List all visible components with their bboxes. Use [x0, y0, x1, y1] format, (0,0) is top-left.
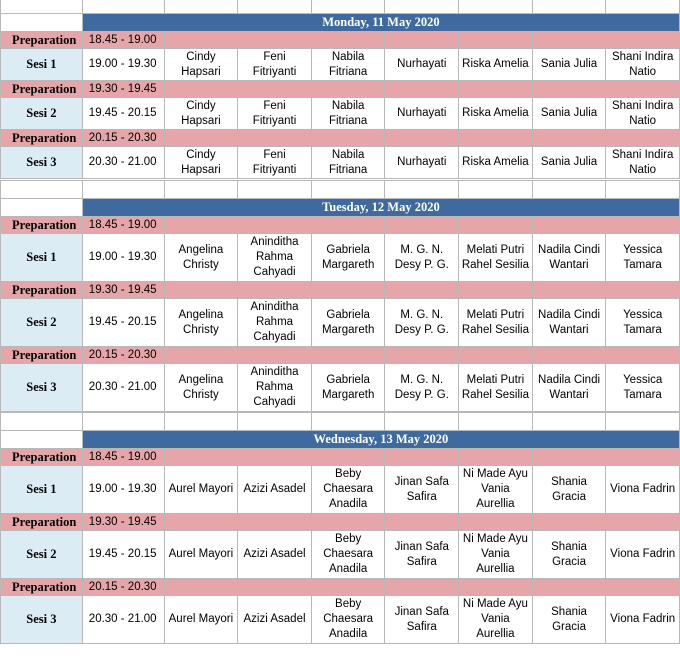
- empty-cell[interactable]: [532, 514, 606, 531]
- empty-cell[interactable]: [311, 579, 385, 596]
- empty-cell[interactable]: [459, 514, 533, 531]
- member-cell: Angelina Christy: [164, 364, 238, 412]
- preparation-time: 18.45 - 19.00: [82, 217, 164, 234]
- member-cell: Shani Indira Natio: [606, 49, 680, 81]
- empty-cell[interactable]: [164, 0, 238, 14]
- empty-cell[interactable]: [532, 579, 606, 596]
- empty-cell[interactable]: [311, 347, 385, 364]
- empty-cell[interactable]: [459, 413, 533, 431]
- member-cell: Nadila Cindi Wantari: [532, 234, 606, 282]
- empty-cell[interactable]: [459, 217, 533, 234]
- session-time: 19.45 - 20.15: [82, 299, 164, 347]
- session-time: 19.00 - 19.30: [82, 49, 164, 81]
- session-time: 19.00 - 19.30: [82, 466, 164, 514]
- member-cell: Ni Made Ayu Vania Aurellia: [459, 531, 533, 579]
- member-cell: Sania Julia: [532, 147, 606, 179]
- preparation-time: 19.30 - 19.45: [82, 81, 164, 98]
- session-time: 19.45 - 20.15: [82, 531, 164, 579]
- empty-cell[interactable]: [1, 14, 83, 32]
- empty-cell[interactable]: [164, 130, 238, 147]
- empty-cell[interactable]: [311, 81, 385, 98]
- preparation-time: 19.30 - 19.45: [82, 514, 164, 531]
- member-cell: Aninditha Rahma Cahyadi: [238, 299, 312, 347]
- preparation-time: 18.45 - 19.00: [82, 32, 164, 49]
- preparation-time: 20.15 - 20.30: [82, 579, 164, 596]
- empty-cell[interactable]: [606, 181, 680, 199]
- empty-cell[interactable]: [311, 181, 385, 199]
- member-cell: Aurel Mayori: [164, 466, 238, 514]
- member-cell: Sania Julia: [532, 49, 606, 81]
- empty-cell[interactable]: [238, 347, 312, 364]
- day-header-tuesday: Tuesday, 12 May 2020: [82, 199, 679, 217]
- member-cell: Angelina Christy: [164, 299, 238, 347]
- member-cell: Shani Indira Natio: [606, 98, 680, 130]
- empty-cell[interactable]: [385, 449, 459, 466]
- member-cell: Aurel Mayori: [164, 596, 238, 644]
- member-cell: Shania Gracia: [532, 466, 606, 514]
- member-cell: Nadila Cindi Wantari: [532, 364, 606, 412]
- empty-cell[interactable]: [238, 130, 312, 147]
- empty-cell[interactable]: [606, 217, 680, 234]
- empty-cell[interactable]: [459, 347, 533, 364]
- empty-cell[interactable]: [311, 514, 385, 531]
- empty-cell[interactable]: [164, 32, 238, 49]
- member-cell: Shania Gracia: [532, 531, 606, 579]
- member-cell: Viona Fadrin: [606, 466, 680, 514]
- member-cell: Aninditha Rahma Cahyadi: [238, 364, 312, 412]
- preparation-label: Preparation: [1, 579, 83, 596]
- empty-cell[interactable]: [385, 32, 459, 49]
- member-cell: Nurhayati: [385, 147, 459, 179]
- empty-cell[interactable]: [238, 514, 312, 531]
- member-cell: Shania Gracia: [532, 596, 606, 644]
- member-cell: Azizi Asadel: [238, 596, 312, 644]
- empty-cell[interactable]: [532, 130, 606, 147]
- empty-cell[interactable]: [459, 130, 533, 147]
- empty-cell[interactable]: [311, 32, 385, 49]
- empty-cell[interactable]: [532, 217, 606, 234]
- empty-cell[interactable]: [164, 413, 238, 431]
- member-cell: Ni Made Ayu Vania Aurellia: [459, 596, 533, 644]
- empty-cell[interactable]: [164, 579, 238, 596]
- empty-cell[interactable]: [311, 449, 385, 466]
- empty-cell[interactable]: [385, 81, 459, 98]
- empty-cell[interactable]: [385, 0, 459, 14]
- empty-cell[interactable]: [385, 514, 459, 531]
- session-time: 19.45 - 20.15: [82, 98, 164, 130]
- empty-cell[interactable]: [1, 199, 83, 217]
- empty-cell[interactable]: [82, 413, 164, 431]
- empty-cell[interactable]: [311, 130, 385, 147]
- empty-cell[interactable]: [532, 347, 606, 364]
- empty-cell[interactable]: [311, 0, 385, 14]
- empty-cell[interactable]: [385, 579, 459, 596]
- session-label: Sesi 3: [1, 147, 83, 179]
- empty-cell[interactable]: [311, 413, 385, 431]
- empty-cell[interactable]: [459, 282, 533, 299]
- preparation-time: 20.15 - 20.30: [82, 130, 164, 147]
- empty-cell[interactable]: [606, 579, 680, 596]
- session-time: 20.30 - 21.00: [82, 364, 164, 412]
- empty-cell[interactable]: [238, 217, 312, 234]
- member-cell: Yessica Tamara: [606, 299, 680, 347]
- member-cell: Gabriela Margareth: [311, 299, 385, 347]
- empty-cell[interactable]: [459, 579, 533, 596]
- empty-cell[interactable]: [238, 579, 312, 596]
- empty-cell[interactable]: [1, 413, 83, 431]
- empty-cell[interactable]: [606, 0, 680, 14]
- empty-cell[interactable]: [606, 413, 680, 431]
- preparation-time: 20.15 - 20.30: [82, 347, 164, 364]
- empty-cell[interactable]: [311, 217, 385, 234]
- empty-cell[interactable]: [164, 282, 238, 299]
- member-cell: Ni Made Ayu Vania Aurellia: [459, 466, 533, 514]
- preparation-label: Preparation: [1, 130, 83, 147]
- empty-cell[interactable]: [606, 347, 680, 364]
- empty-cell[interactable]: [238, 413, 312, 431]
- member-cell: Cindy Hapsari: [164, 49, 238, 81]
- member-cell: Angelina Christy: [164, 234, 238, 282]
- empty-cell[interactable]: [606, 32, 680, 49]
- preparation-label: Preparation: [1, 217, 83, 234]
- member-cell: Yessica Tamara: [606, 234, 680, 282]
- member-cell: Yessica Tamara: [606, 364, 680, 412]
- empty-cell[interactable]: [459, 32, 533, 49]
- empty-cell[interactable]: [385, 181, 459, 199]
- member-cell: Feni Fitriyanti: [238, 49, 312, 81]
- empty-cell[interactable]: [82, 181, 164, 199]
- empty-cell[interactable]: [1, 181, 83, 199]
- member-cell: Riska Amelia: [459, 147, 533, 179]
- session-label: Sesi 3: [1, 596, 83, 644]
- member-cell: Azizi Asadel: [238, 531, 312, 579]
- member-cell: Melati Putri Rahel Sesilia: [459, 234, 533, 282]
- empty-cell[interactable]: [532, 282, 606, 299]
- empty-cell[interactable]: [385, 130, 459, 147]
- session-label: Sesi 2: [1, 531, 83, 579]
- member-cell: Gabriela Margareth: [311, 364, 385, 412]
- member-cell: Jinan Safa Safira: [385, 596, 459, 644]
- empty-cell[interactable]: [606, 449, 680, 466]
- member-cell: Viona Fadrin: [606, 531, 680, 579]
- empty-cell[interactable]: [164, 181, 238, 199]
- empty-cell[interactable]: [238, 449, 312, 466]
- day-block-tuesday: [0, 180, 680, 412]
- preparation-time: 18.45 - 19.00: [82, 449, 164, 466]
- empty-cell[interactable]: [164, 514, 238, 531]
- session-label: Sesi 1: [1, 49, 83, 81]
- empty-cell[interactable]: [238, 81, 312, 98]
- preparation-label: Preparation: [1, 347, 83, 364]
- day-block-monday: [0, 0, 680, 179]
- day-header-wednesday: Wednesday, 13 May 2020: [82, 431, 679, 449]
- member-cell: Riska Amelia: [459, 49, 533, 81]
- empty-cell[interactable]: [164, 217, 238, 234]
- preparation-label: Preparation: [1, 449, 83, 466]
- empty-cell[interactable]: [532, 181, 606, 199]
- preparation-label: Preparation: [1, 81, 83, 98]
- empty-cell[interactable]: [606, 514, 680, 531]
- preparation-time: 19.30 - 19.45: [82, 282, 164, 299]
- member-cell: Jinan Safa Safira: [385, 466, 459, 514]
- member-cell: Cindy Hapsari: [164, 98, 238, 130]
- empty-cell[interactable]: [459, 0, 533, 14]
- empty-cell[interactable]: [385, 217, 459, 234]
- day-block-wednesday: [0, 412, 680, 644]
- preparation-label: Preparation: [1, 32, 83, 49]
- member-cell: Feni Fitriyanti: [238, 98, 312, 130]
- session-label: Sesi 1: [1, 466, 83, 514]
- member-cell: Aurel Mayori: [164, 531, 238, 579]
- member-cell: Nurhayati: [385, 49, 459, 81]
- empty-cell[interactable]: [238, 282, 312, 299]
- empty-cell[interactable]: [532, 0, 606, 14]
- member-cell: Nadila Cindi Wantari: [532, 299, 606, 347]
- empty-cell[interactable]: [606, 130, 680, 147]
- empty-cell[interactable]: [311, 282, 385, 299]
- empty-cell[interactable]: [1, 0, 83, 14]
- member-cell: Beby Chaesara Anadila: [311, 466, 385, 514]
- empty-cell[interactable]: [532, 449, 606, 466]
- empty-cell[interactable]: [385, 282, 459, 299]
- member-cell: Viona Fadrin: [606, 596, 680, 644]
- empty-cell[interactable]: [1, 431, 83, 449]
- empty-cell[interactable]: [459, 181, 533, 199]
- empty-cell[interactable]: [238, 181, 312, 199]
- empty-cell[interactable]: [532, 81, 606, 98]
- member-cell: Nabila Fitriana: [311, 98, 385, 130]
- empty-cell[interactable]: [385, 347, 459, 364]
- member-cell: Nabila Fitriana: [311, 49, 385, 81]
- empty-cell[interactable]: [606, 81, 680, 98]
- member-cell: Melati Putri Rahel Sesilia: [459, 364, 533, 412]
- member-cell: Nurhayati: [385, 98, 459, 130]
- empty-cell[interactable]: [238, 32, 312, 49]
- member-cell: M. G. N. Desy P. G.: [385, 299, 459, 347]
- empty-cell[interactable]: [606, 282, 680, 299]
- member-cell: Nabila Fitriana: [311, 147, 385, 179]
- session-label: Sesi 3: [1, 364, 83, 412]
- empty-cell[interactable]: [459, 81, 533, 98]
- empty-cell[interactable]: [459, 449, 533, 466]
- empty-cell[interactable]: [82, 0, 164, 14]
- member-cell: Shani Indira Natio: [606, 147, 680, 179]
- empty-cell[interactable]: [238, 0, 312, 14]
- empty-cell[interactable]: [164, 449, 238, 466]
- session-label: Sesi 2: [1, 299, 83, 347]
- member-cell: Riska Amelia: [459, 98, 533, 130]
- member-cell: Jinan Safa Safira: [385, 531, 459, 579]
- empty-cell[interactable]: [532, 32, 606, 49]
- day-header-monday: Monday, 11 May 2020: [82, 14, 679, 32]
- session-time: 20.30 - 21.00: [82, 147, 164, 179]
- member-cell: M. G. N. Desy P. G.: [385, 234, 459, 282]
- member-cell: Azizi Asadel: [238, 466, 312, 514]
- member-cell: Sania Julia: [532, 98, 606, 130]
- preparation-label: Preparation: [1, 514, 83, 531]
- empty-cell[interactable]: [385, 413, 459, 431]
- member-cell: Cindy Hapsari: [164, 147, 238, 179]
- session-time: 20.30 - 21.00: [82, 596, 164, 644]
- member-cell: Beby Chaesara Anadila: [311, 596, 385, 644]
- member-cell: Gabriela Margareth: [311, 234, 385, 282]
- member-cell: Beby Chaesara Anadila: [311, 531, 385, 579]
- member-cell: Aninditha Rahma Cahyadi: [238, 234, 312, 282]
- preparation-label: Preparation: [1, 282, 83, 299]
- session-label: Sesi 2: [1, 98, 83, 130]
- empty-cell[interactable]: [532, 413, 606, 431]
- session-time: 19.00 - 19.30: [82, 234, 164, 282]
- session-label: Sesi 1: [1, 234, 83, 282]
- empty-cell[interactable]: [164, 347, 238, 364]
- member-cell: Melati Putri Rahel Sesilia: [459, 299, 533, 347]
- empty-cell[interactable]: [164, 81, 238, 98]
- member-cell: M. G. N. Desy P. G.: [385, 364, 459, 412]
- member-cell: Feni Fitriyanti: [238, 147, 312, 179]
